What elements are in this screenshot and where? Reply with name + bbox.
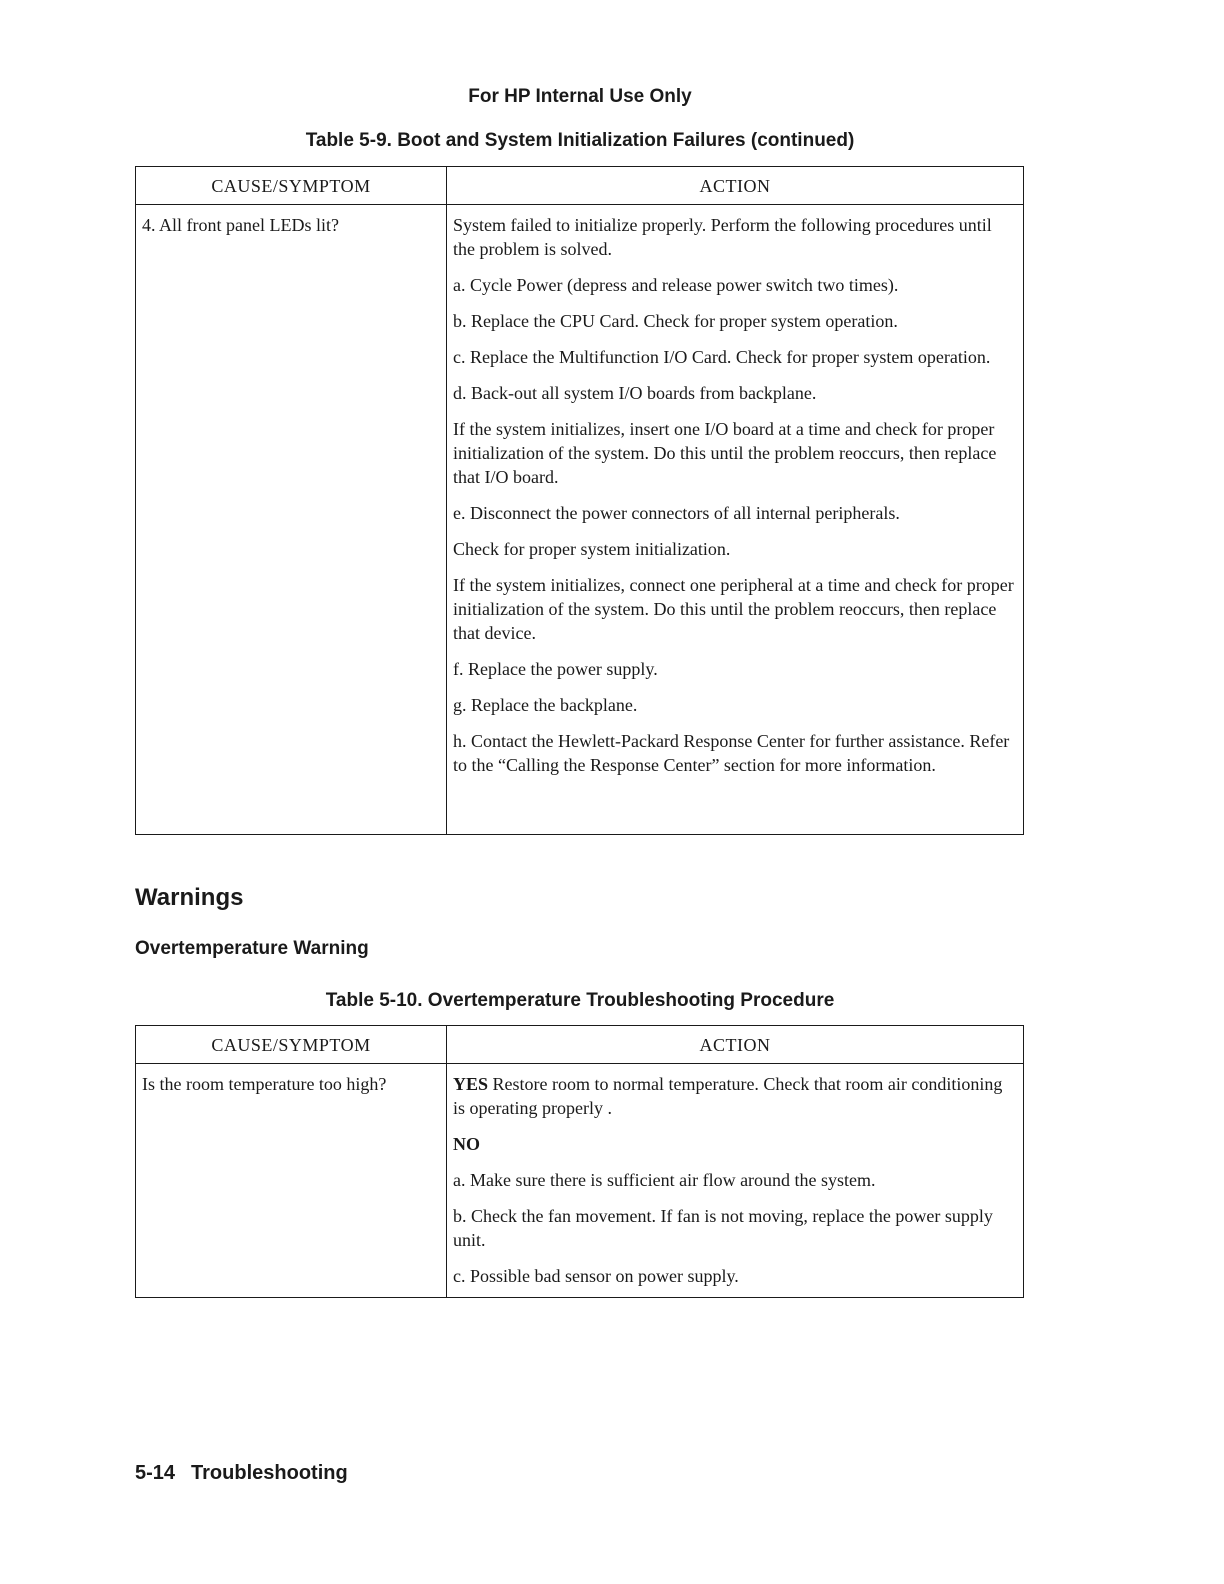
boot-failures-table bbox=[135, 166, 1024, 835]
table-5-9-title: Table 5-9. Boot and System Initialization Failures (continued) bbox=[305, 130, 855, 151]
table-header-row bbox=[136, 167, 1024, 205]
section-heading-warnings: Warnings bbox=[135, 884, 244, 911]
subheading-overtemperature-warning: Overtemperature Warning bbox=[135, 938, 369, 959]
cause-cell: 4. All front panel LEDs lit? bbox=[136, 205, 447, 835]
chapter-name: Troubleshooting bbox=[191, 1462, 348, 1484]
cause-cell: Is the room temperature too high? bbox=[136, 1064, 447, 1298]
action-step: d. Back-out all system I/O boards from backplane. bbox=[453, 383, 817, 403]
action-step: c. Possible bad sensor on power supply. bbox=[453, 1266, 739, 1286]
action-step: a. Make sure there is sufficient air flow around the system. bbox=[453, 1170, 876, 1190]
yes-text: Restore room to normal temperature. Check that room air conditioning is operating properly . bbox=[453, 1074, 1003, 1118]
cause-symptom-header: CAUSE/SYMPTOM bbox=[136, 167, 447, 205]
page-number: 5-14 bbox=[135, 1462, 176, 1484]
action-step: f. Replace the power supply. bbox=[453, 659, 658, 679]
action-header: ACTION bbox=[447, 1026, 1024, 1064]
action-step: b. Check the fan movement. If fan is not moving, replace the power supply unit. bbox=[453, 1206, 993, 1250]
page-footer bbox=[135, 1462, 348, 1485]
action-step: If the system initializes, insert one I/O board at a time and check for proper initialization of the system. Do this until the problem reoccurs, then replace that I/O board. bbox=[453, 419, 997, 487]
action-step: b. Replace the CPU Card. Check for proper system operation. bbox=[453, 311, 898, 331]
table-row bbox=[136, 205, 1024, 835]
table-row bbox=[136, 1064, 1024, 1298]
table-header-row bbox=[136, 1026, 1024, 1064]
no-step bbox=[453, 1132, 1017, 1156]
action-header: ACTION bbox=[447, 167, 1024, 205]
cause-symptom-header: CAUSE/SYMPTOM bbox=[136, 1026, 447, 1064]
overtemperature-table bbox=[135, 1025, 1024, 1298]
internal-use-note: For HP Internal Use Only bbox=[468, 86, 692, 107]
action-step: a. Cycle Power (depress and release power switch two times). bbox=[453, 275, 899, 295]
action-cell bbox=[447, 205, 1024, 835]
action-step: h. Contact the Hewlett-Packard Response Center for further assistance. Refer to the “Calling the Response Center” section for more information. bbox=[453, 731, 1010, 775]
yes-step bbox=[453, 1072, 1017, 1120]
action-cell bbox=[447, 1064, 1024, 1298]
action-step: g. Replace the backplane. bbox=[453, 695, 638, 715]
table-5-10-title: Table 5-10. Overtemperature Troubleshooting Procedure bbox=[325, 990, 835, 1011]
action-step: Check for proper system initialization. bbox=[453, 539, 731, 559]
action-step: System failed to initialize properly. Perform the following procedures until the problem is solved. bbox=[453, 215, 992, 259]
no-label: NO bbox=[453, 1134, 480, 1154]
action-step: c. Replace the Multifunction I/O Card. Check for proper system operation. bbox=[453, 347, 991, 367]
action-step: e. Disconnect the power connectors of all internal peripherals. bbox=[453, 503, 900, 523]
yes-label: YES bbox=[453, 1074, 489, 1094]
action-step: If the system initializes, connect one peripheral at a time and check for proper initialization of the system. Do this until the problem reoccurs, then replace that device. bbox=[453, 575, 1014, 643]
